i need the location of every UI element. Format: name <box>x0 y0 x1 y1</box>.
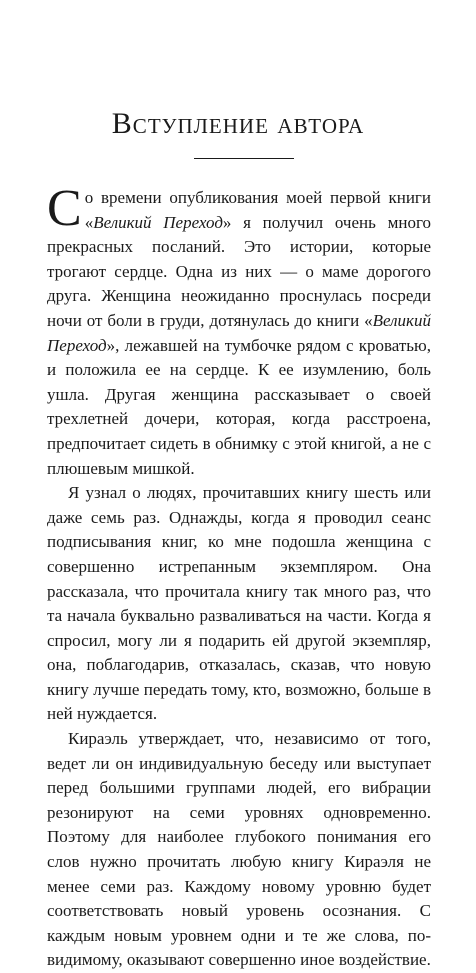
chapter-title: Вступление автора <box>111 107 365 140</box>
book-title-2: Великий Переход <box>47 310 431 355</box>
paragraph-1 <box>47 180 432 481</box>
paragraph-1-part-1: о времени опубликования моей первой книги « <box>84 188 431 232</box>
paragraph-2: Я узнал о людях, прочитавших книгу шесть или даже семь раз. Однажды, когда я проводил сеанс подписывания книг, ко мне подошла женщина с совершенно истрепанным экземпляром. Она рассказала, что прочитала книгу так много раз, что та начала буквально разваливаться на части. Когда я спросил, могу ли я подарить ей другой экземпляр, она, поблагодарив, отказалась, сказав, что новую книгу лучше передать тому, кто, возможно, больше в ней нуждается. <box>47 483 431 724</box>
title-divider <box>194 158 294 159</box>
paragraph-1-part-3: », лежавшей на тумбочке рядом с кроватью, и положила ее на сердце. К ее изумлению, боль ушла. Другая женщина рассказывает о своей трехлетней дочери, которая, когда расстроена, предпочитает сидеть в обнимку с этой книгой, а не с плюшевым мишкой. <box>47 335 431 478</box>
body-text <box>47 180 432 973</box>
book-title-1: Великий Переход <box>93 212 223 232</box>
paragraph-3: Кираэль утверждает, что, независимо от того, ведет ли он индивидуальную беседу или выступает перед большими группами людей, его вибрации резонируют на семи уровнях одновременно. Поэтому для наиболее глубокого понимания его слов нужно прочитать любую книгу Кираэля не менее семи раз. Каждому новому уровню будет соответствовать новый уровень осознания. С каждым новым уровнем одни и те же слова, по-видимому, оказывают совершенно иное воздействие. <box>47 729 431 970</box>
paragraph-1-part-2: » я получил очень много прекрасных посланий. Это истории, которые трогают сердце. Одна из них — о маме дорогого друга. Женщина неожиданно проснулась посреди ночи от боли в груди, дотянулась до книги « <box>47 212 432 330</box>
drop-cap: С <box>47 180 82 237</box>
